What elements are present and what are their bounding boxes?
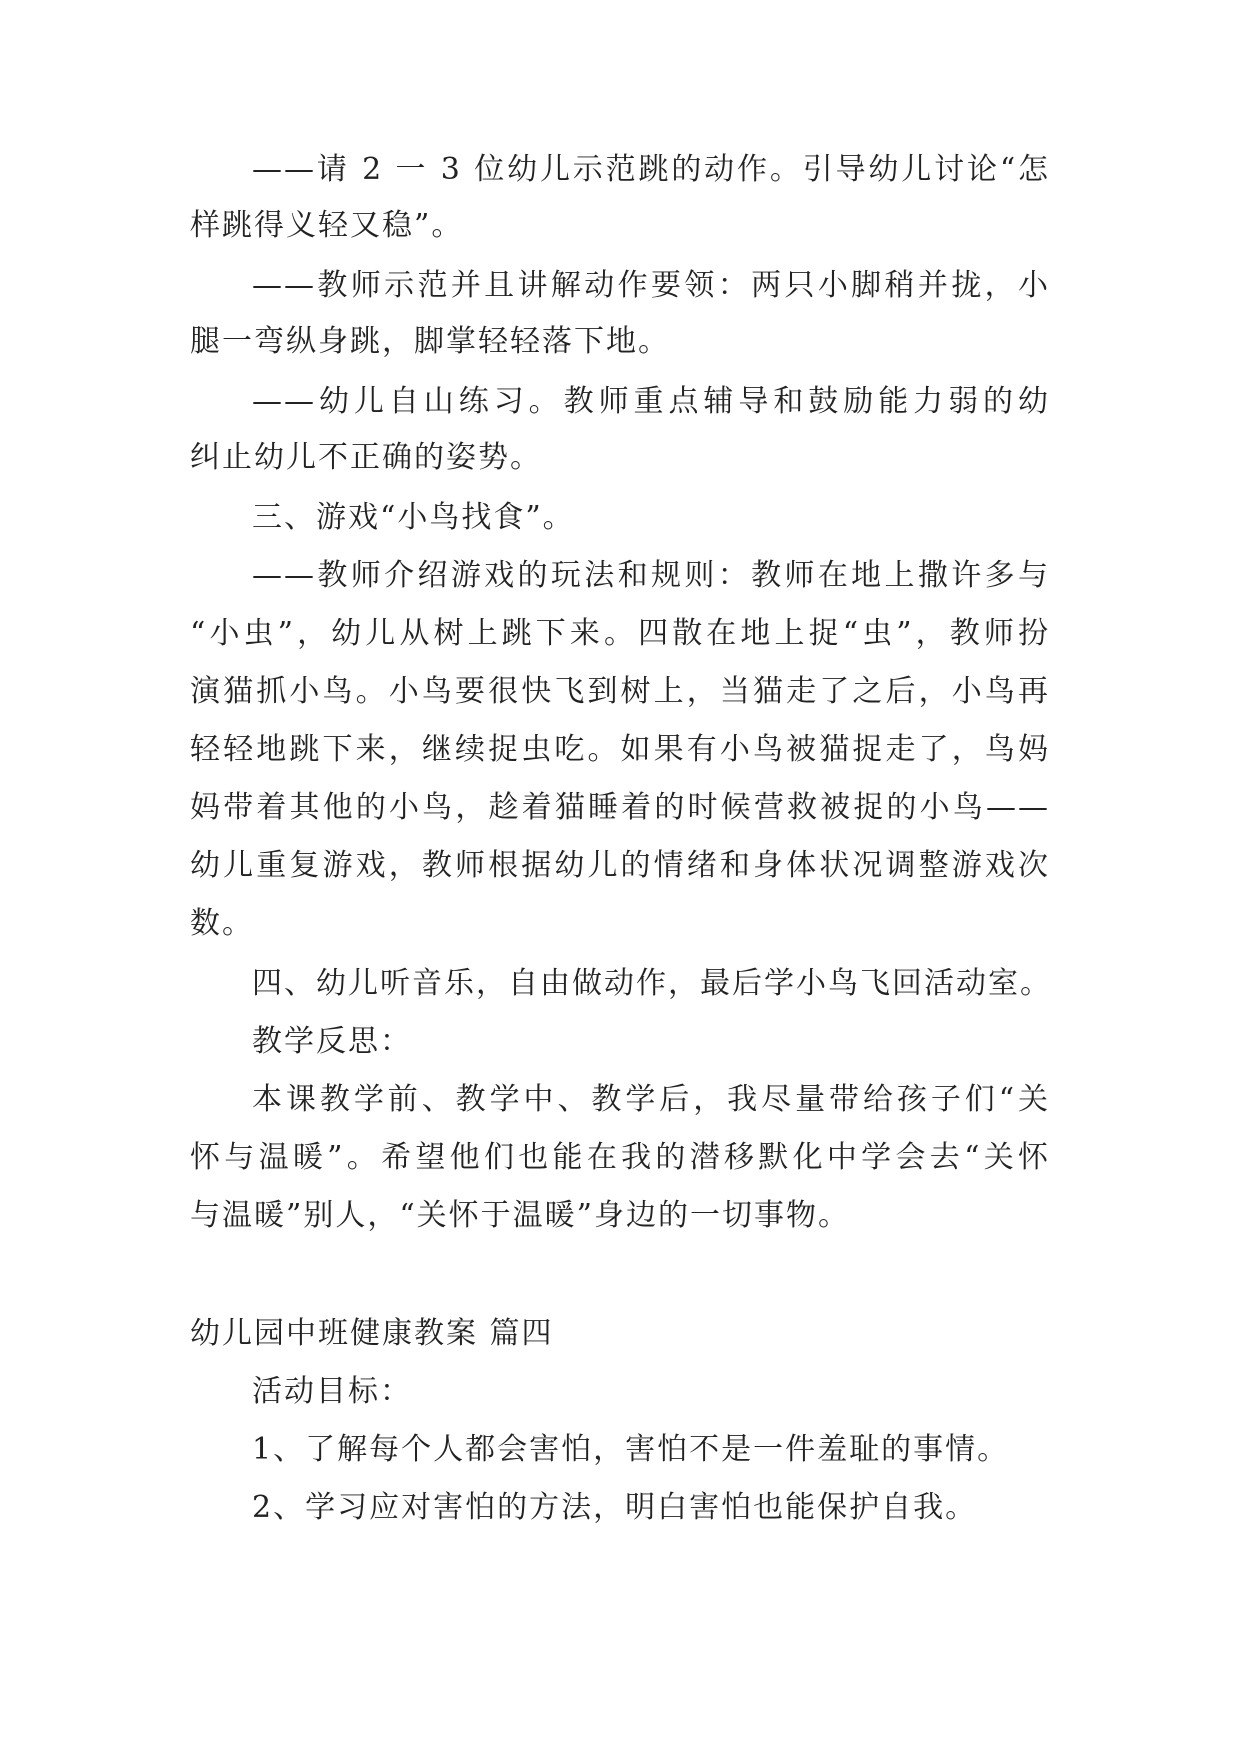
body-line: 妈带着其他的小鸟，趁着猫睡着的时候营救被捉的小鸟—— [190,790,1050,825]
body-line: 腿一弯纵身跳，脚掌轻轻落下地。 [190,324,670,359]
body-line: 与温暖”别人，“关怀于温暖”身边的一切事物。 [190,1198,851,1233]
body-line: 幼儿重复游戏，教师根据幼儿的情绪和身体状况调整游戏次 [190,848,1050,883]
body-line: 活动目标： [252,1374,412,1409]
body-line: ——请 2 一 3 位幼儿示范跳的动作。引导幼儿讨论“怎 [252,152,1050,187]
body-line: ——教师示范并且讲解动作要领：两只小脚稍并拢，小 [252,268,1050,303]
body-line: 教学反思： [252,1024,412,1059]
list-item: 1、了解每个人都会害怕，害怕不是一件羞耻的事情。 [252,1432,1010,1467]
body-line: 演猫抓小鸟。小鸟要很快飞到树上，当猫走了之后，小鸟再 [190,674,1050,709]
body-line: “小虫”，幼儿从树上跳下来。四散在地上捉“虫”，教师扮 [190,616,1050,651]
body-line: ——幼儿自山练习。教师重点辅导和鼓励能力弱的幼 [252,384,1050,419]
body-line: 数。 [190,906,254,941]
body-line: 怀与温暖”。希望他们也能在我的潜移默化中学会去“关怀 [190,1140,1050,1175]
body-line: 轻轻地跳下来，继续捉虫吃。如果有小鸟被猫捉走了，鸟妈 [190,732,1050,767]
section-heading: 幼儿园中班健康教案 篇四 [190,1316,554,1351]
list-item: 2、学习应对害怕的方法，明白害怕也能保护自我。 [252,1490,978,1525]
body-line: 四、幼儿听音乐，自由做动作，最后学小鸟飞回活动室。 [252,966,1052,1001]
body-line: 三、游戏“小鸟找食”。 [252,500,575,535]
body-line: 本课教学前、教学中、教学后，我尽量带给孩子们“关 [252,1082,1050,1117]
body-line: 样跳得义轻又稳”。 [190,208,464,243]
body-line: ——教师介绍游戏的玩法和规则：教师在地上撒许多与 [252,558,1050,593]
body-line: 纠止幼儿不正确的姿势。 [190,440,542,475]
